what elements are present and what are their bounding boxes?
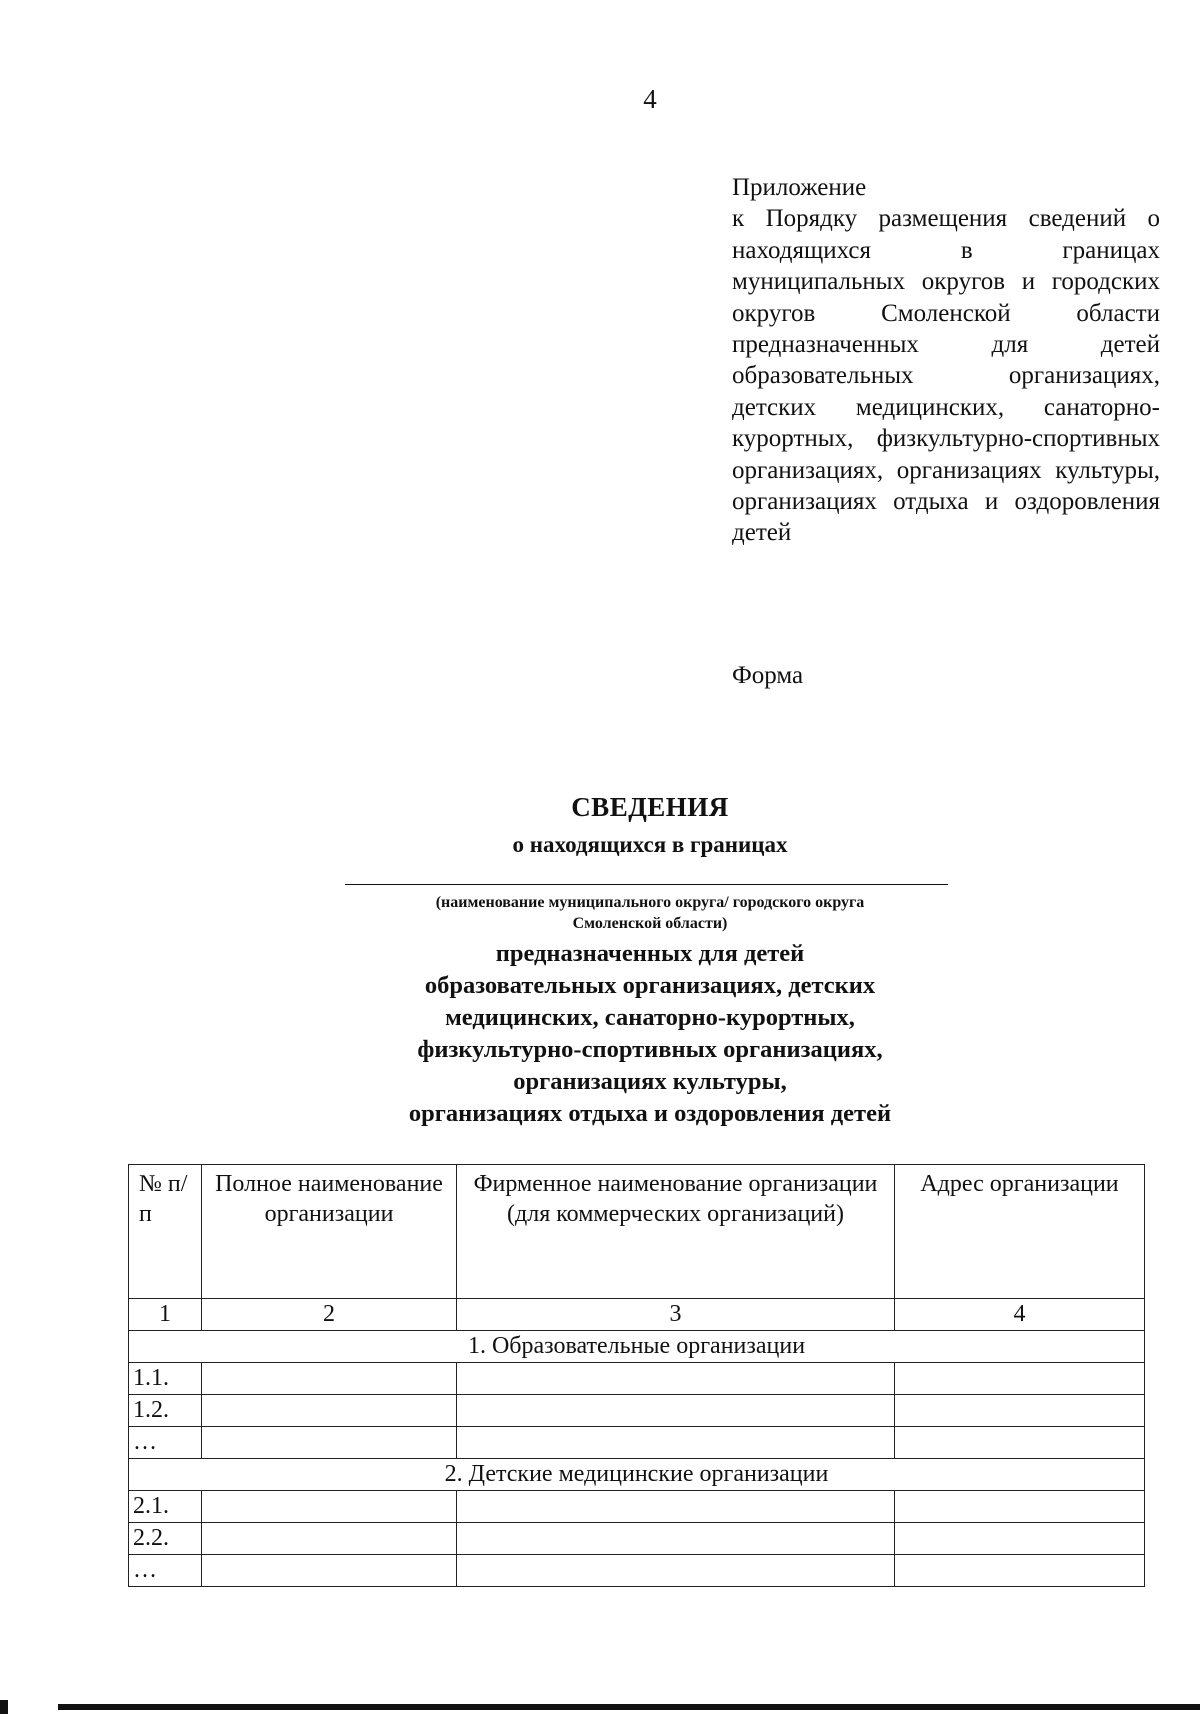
section-row xyxy=(129,1331,1145,1363)
caption-line-1: (наименование муниципального округа/ городского округа xyxy=(435,894,865,911)
column-number: 4 xyxy=(895,1299,1145,1331)
brand-name-cell[interactable] xyxy=(457,1491,895,1523)
address-cell[interactable] xyxy=(895,1427,1145,1459)
full-name-cell[interactable] xyxy=(202,1427,457,1459)
table-row xyxy=(129,1363,1145,1395)
column-number: 1 xyxy=(129,1299,202,1331)
row-number: 1.2. xyxy=(129,1395,202,1427)
address-cell[interactable] xyxy=(895,1555,1145,1587)
table-row xyxy=(129,1523,1145,1555)
full-name-cell[interactable] xyxy=(202,1363,457,1395)
appendix-title: Приложение xyxy=(732,174,867,201)
municipality-name-caption xyxy=(0,892,1200,934)
caption-line-2: Смоленской области) xyxy=(572,915,728,932)
row-number: … xyxy=(129,1427,202,1459)
full-name-cell[interactable] xyxy=(202,1555,457,1587)
table-row xyxy=(129,1491,1145,1523)
row-number: … xyxy=(129,1555,202,1587)
document-subheading: о находящихся в границах xyxy=(512,832,788,857)
brand-name-cell[interactable] xyxy=(457,1395,895,1427)
address-cell[interactable] xyxy=(895,1395,1145,1427)
section-row xyxy=(129,1459,1145,1491)
header-number: № п/п xyxy=(129,1165,202,1299)
header-address: Адрес организации xyxy=(895,1165,1145,1299)
purpose-text xyxy=(0,938,1200,1130)
form-label: Форма xyxy=(732,662,804,689)
address-cell[interactable] xyxy=(895,1363,1145,1395)
address-cell[interactable] xyxy=(895,1523,1145,1555)
column-number: 3 xyxy=(457,1299,895,1331)
appendix-block xyxy=(732,172,1160,549)
address-cell[interactable] xyxy=(895,1491,1145,1523)
appendix-body: к Порядку размещения сведений о находящихся в границах муниципальных округов и городских округов Смоленской области предназначенных для детей образовательных организациях, детских медицинских, санаторно-курортных, физкультурно-спортивных организациях, организациях культуры, организациях отдыха и оздоровления детей xyxy=(732,205,1160,547)
municipality-name-line xyxy=(345,884,948,885)
header-brand-name: Фирменное наименование организации (для коммерческих организаций) xyxy=(457,1165,895,1299)
document-heading: СВЕДЕНИЯ xyxy=(571,792,729,822)
brand-name-cell[interactable] xyxy=(457,1363,895,1395)
row-number: 1.1. xyxy=(129,1363,202,1395)
scan-bottom-border xyxy=(58,1704,1200,1710)
brand-name-cell[interactable] xyxy=(457,1427,895,1459)
brand-name-cell[interactable] xyxy=(457,1523,895,1555)
scan-edge-mark xyxy=(0,1700,8,1714)
purpose-line: медицинских, санаторно-курортных, xyxy=(445,1004,855,1031)
purpose-line: образовательных организациях, детских xyxy=(424,972,876,999)
full-name-cell[interactable] xyxy=(202,1395,457,1427)
table-row xyxy=(129,1427,1145,1459)
column-number: 2 xyxy=(202,1299,457,1331)
purpose-line: организациях отдыха и оздоровления детей xyxy=(408,1100,892,1127)
table-header-row xyxy=(129,1165,1145,1299)
full-name-cell[interactable] xyxy=(202,1523,457,1555)
page-number: 4 xyxy=(643,84,657,114)
row-number: 2.1. xyxy=(129,1491,202,1523)
organizations-table xyxy=(128,1164,1145,1587)
row-number: 2.2. xyxy=(129,1523,202,1555)
brand-name-cell[interactable] xyxy=(457,1555,895,1587)
purpose-line: предназначенных для детей xyxy=(495,940,805,967)
purpose-line: физкультурно-спортивных организациях, xyxy=(417,1036,883,1063)
column-number-row xyxy=(129,1299,1145,1331)
table-row xyxy=(129,1395,1145,1427)
header-full-name: Полное наименование организации xyxy=(202,1165,457,1299)
purpose-line: организациях культуры, xyxy=(513,1068,787,1095)
section-title: 1. Образовательные организации xyxy=(129,1331,1145,1363)
section-title: 2. Детские медицинские организации xyxy=(129,1459,1145,1491)
full-name-cell[interactable] xyxy=(202,1491,457,1523)
table-row xyxy=(129,1555,1145,1587)
